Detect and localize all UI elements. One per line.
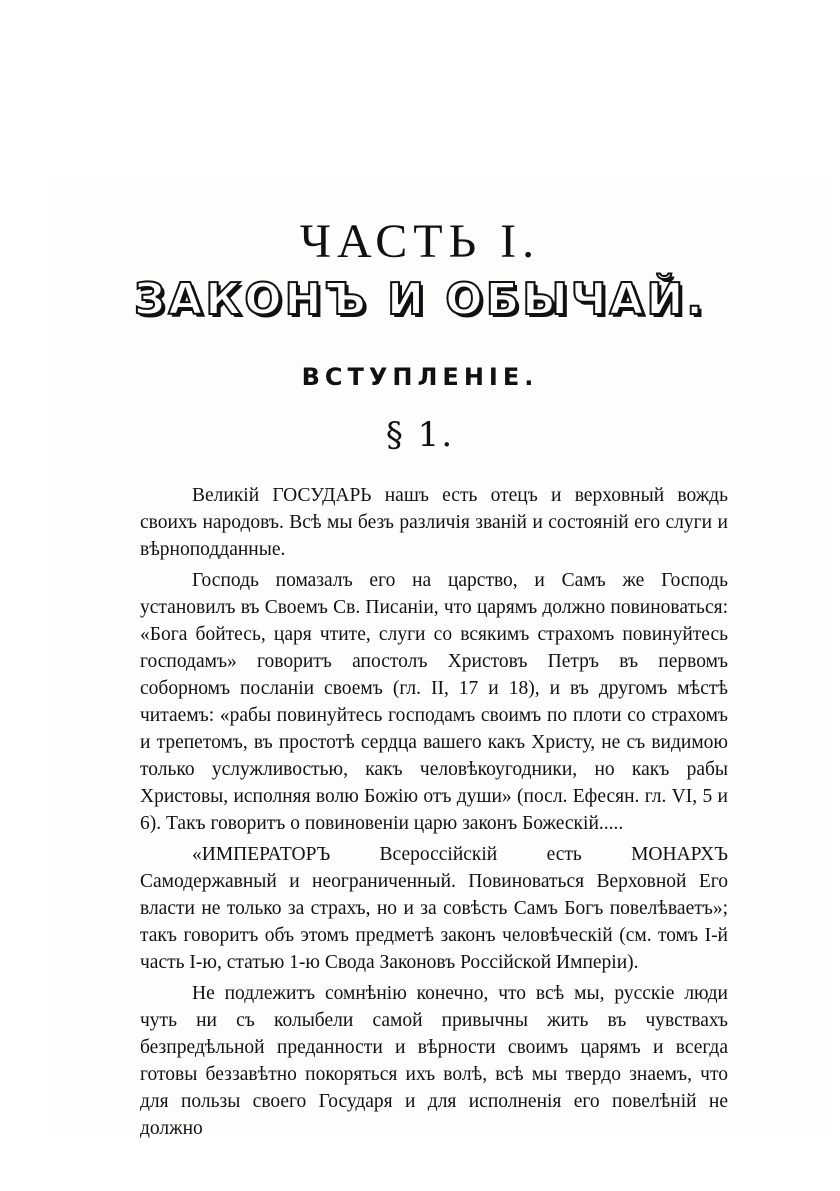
chapter-title: ЗАКОНЪ И ОБЫЧАЙ. xyxy=(134,274,706,325)
paragraph-4: Не подлежитъ сомнѣнію конечно, что всѣ мы, русскіе люди чуть ни съ колыбели самой привычны жить въ чувствахъ безпредѣльной преданности и вѣрности своимъ царямъ и всегда готовы беззавѣтно покоряться ихъ волѣ, всѣ мы твердо знаемъ, что для пользы своего Государя и для исполненія его повелѣній не должно xyxy=(140,983,728,1139)
section-heading: § 1. xyxy=(385,415,455,455)
introduction-heading: ВСТУПЛЕНІЕ. xyxy=(301,363,539,391)
paragraph-1: Великій ГОСУДАРЬ нашъ есть отецъ и верховный вождь своихъ народовъ. Всѣ мы безъ различія званій и состояній его слуги и вѣрноподданные. xyxy=(140,485,728,560)
part-title: ЧАСТЬ I. xyxy=(299,215,541,268)
body-text xyxy=(140,482,728,1146)
paragraph-3: «ИМПЕРАТОРЪ Всероссійскій есть МОНАРХЪ Самодержавный и неограниченный. Повиноваться Верховной Его власти не только за страхъ, но и за совѣсть Самъ Богъ повелѣваетъ»; такъ говоритъ объ этомъ предметѣ законъ человѣческій (см. томъ I-й часть I-ю, статью 1-ю Свода Законовъ Россійской Имперіи). xyxy=(140,844,728,973)
paragraph-2: Господь помазалъ его на царство, и Самъ же Господь установилъ въ Своемъ Св. Писаніи, что царямъ должно повиноваться: «Бога бойтесь, царя чтите, слуги со всякимъ страхомъ повинуйтесь господамъ» говоритъ апостолъ Христовъ Петръ въ первомъ соборномъ посланіи своемъ (гл. II, 17 и 18), и въ другомъ мѣстѣ читаемъ: «рабы повинуйтесь господамъ своимъ по плоти со страхомъ и трепетомъ, въ простотѣ сердца вашего какъ Христу, не съ видимою только услужливостью, какъ человѣкоугодники, но какъ рабы Христовы, исполняя волю Божію отъ души» (посл. Ефесян. гл. VI, 5 и 6). Такъ говоритъ о повиновеніи царю законъ Божескій..... xyxy=(140,570,728,834)
